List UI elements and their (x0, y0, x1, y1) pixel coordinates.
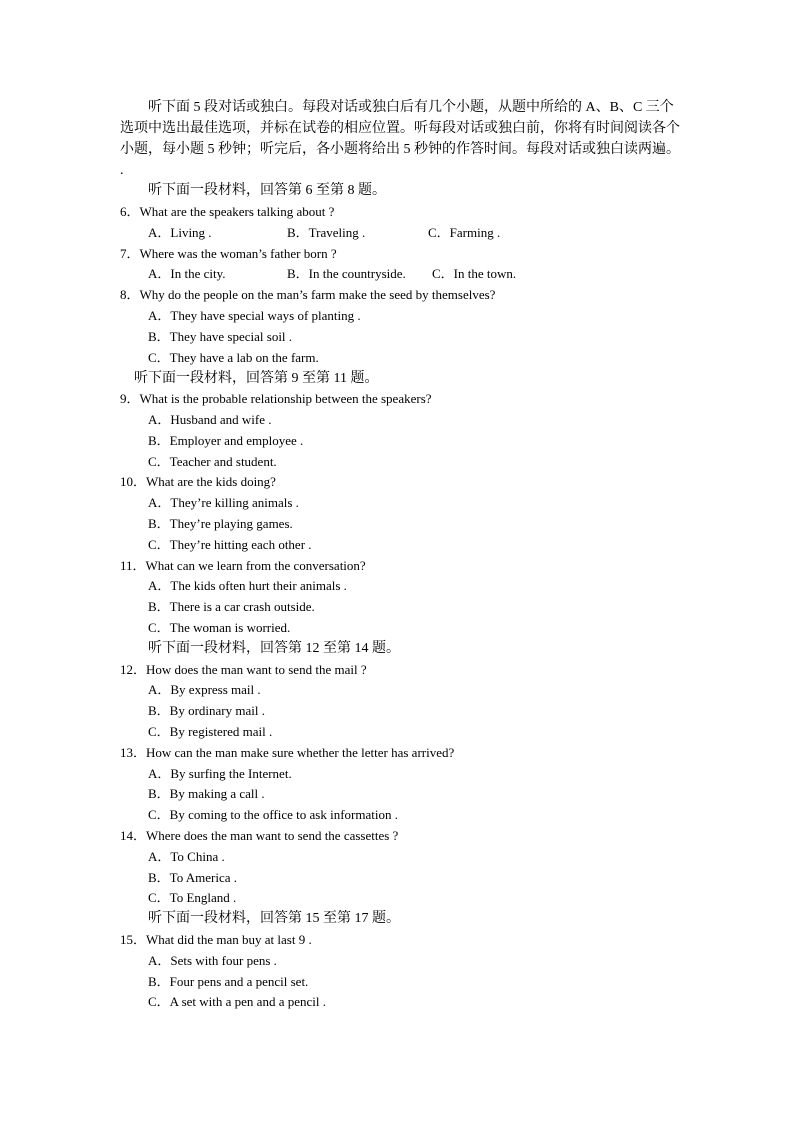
option-b: B．Four pens and a pencil set. (148, 974, 309, 989)
question-stem: 13．How can the man make sure whether the letter has arrived? (120, 745, 455, 760)
instructions-paragraph: 听下面 5 段对话或独白。每段对话或独白后有几个小题，从题中所给的 A、B、C 三个选项中选出最佳选项，并标在试卷的相应位置。听每段对话或独白前，你将有时间阅读各个小题，每小题 5 秒钟；听完后，各小题将给出 5 秒钟的作答时间。每段对话或独白读两遍。 . (120, 100, 680, 178)
option-b: B．Traveling . (287, 225, 366, 240)
option-b: B．Employer and employee . (148, 433, 304, 448)
option-a: A．They have special ways of planting . (148, 308, 361, 323)
option-b: B．They’re playing games. (148, 516, 293, 531)
option-c: C．A set with a pen and a pencil . (148, 994, 326, 1009)
option-a: A．In the city. (148, 266, 226, 281)
question-stem: 7．Where was the woman’s father born ? (120, 246, 337, 261)
option-b: B．By ordinary mail . (148, 703, 265, 718)
section-heading: 听下面一段材料，回答第 15 至第 17 题。 (148, 911, 400, 926)
option-c: C．In the town. (432, 266, 517, 281)
option-b: B．In the countryside. (287, 266, 406, 281)
question-stem: 12．How does the man want to send the mail ? (120, 662, 367, 677)
question-stem: 11．What can we learn from the conversation? (120, 558, 366, 573)
option-a: A．By surfing the Internet. (148, 766, 292, 781)
option-a: A．Husband and wife . (148, 412, 272, 427)
question-stem: 9．What is the probable relationship between the speakers? (120, 391, 432, 406)
section-heading: 听下面一段材料，回答第 6 至第 8 题。 (148, 183, 386, 198)
option-c: C．Teacher and student. (148, 454, 277, 469)
option-c: C．To England . (148, 890, 237, 905)
section-heading: 听下面一段材料，回答第 12 至第 14 题。 (148, 641, 400, 656)
option-a: A．They’re killing animals . (148, 495, 299, 510)
option-a: A．To China . (148, 849, 225, 864)
question-stem: 14．Where does the man want to send the cassettes ? (120, 828, 399, 843)
question-stem: 6．What are the speakers talking about ? (120, 204, 335, 219)
option-b: B．By making a call . (148, 786, 265, 801)
option-c: C．They have a lab on the farm. (148, 350, 319, 365)
section-heading: 听下面一段材料，回答第 9 至第 11 题。 (134, 371, 379, 386)
option-b: B．They have special soil . (148, 329, 293, 344)
question-stem: 15．What did the man buy at last 9 . (120, 932, 312, 947)
question-stem: 10．What are the kids doing? (120, 474, 276, 489)
option-a: A．Sets with four pens . (148, 953, 277, 968)
question-stem: 8．Why do the people on the man’s farm make the seed by themselves? (120, 287, 496, 302)
option-c: C．Farming . (428, 225, 501, 240)
option-c: C．By registered mail . (148, 724, 273, 739)
option-a: A．The kids often hurt their animals . (148, 578, 347, 593)
option-c: C．The woman is worried. (148, 620, 291, 635)
option-a: A．By express mail . (148, 682, 261, 697)
option-b: B．There is a car crash outside. (148, 599, 315, 614)
option-a: A．Living . (148, 225, 212, 240)
option-b: B．To America . (148, 870, 237, 885)
option-c: C．They’re hitting each other . (148, 537, 312, 552)
option-c: C．By coming to the office to ask information . (148, 807, 398, 822)
